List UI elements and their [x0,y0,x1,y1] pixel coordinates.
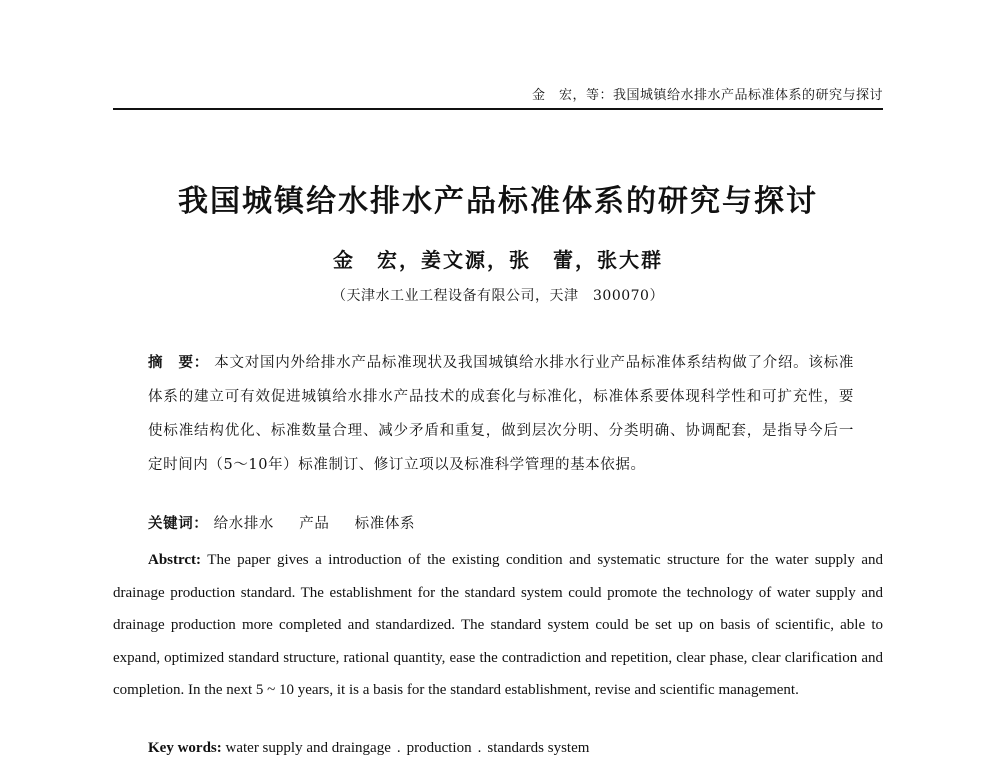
keyword-cn-term: 产品 [299,516,330,532]
abstract-en-text: The paper gives a introduction of the existing condition and systematic structure for the water supply and drainage production standard. The establishment for the standard system could promote the technology of water supply and drainage production more completed and standardized. The standard system could be set up on basis of scientific, able to expand, optimized standard structure, rational quantity, ease the contradiction and repetition, clear phase, clear clarification and completion. In the next 5 ~ 10 years, it is a basis for the standard establishment, revise and scientific management. [113,552,883,698]
running-head: 金 宏，等：我国城镇给水排水产品标准体系的研究与探讨 [531,88,883,103]
keywords-cn-label: 关键词： [148,516,209,532]
abstract-cn-label: 摘 要： [148,355,209,371]
abstract-cn-text: 本文对国内外给排水产品标准现状及我国城镇给水排水行业产品标准体系结构做了介绍。该标准体系的建立可有效促进城镇给水排水产品技术的成套化与标准化，标准体系要体现科学性和可扩充性，要使标准结构优化、标准数量合理、减少矛盾和重复，做到层次分明、分类明确、协调配套，是指导今后一定时间内（5～10年）标准制订、修订立项以及标准科学管理的基本依据。 [148,355,854,473]
paper-title: 我国城镇给水排水产品标准体系的研究与探讨 [178,184,818,219]
keyword-separator: . [396,740,401,756]
keyword-en-term: production [406,740,472,756]
affiliation: （天津水工业工程设备有限公司，天津 300070） [332,288,664,304]
header-rule [113,108,883,110]
keywords-chinese [148,512,854,533]
abstract-en-colon: : [196,552,202,568]
abstract-en-label: Abstrct [148,552,197,568]
keywords-en-colon: : [216,740,222,756]
keywords-english [148,740,888,757]
abstract-english [113,544,883,707]
keywords-en-label: Key words [148,740,217,756]
keyword-en-term: water supply and draingage [225,740,391,756]
keyword-en-term: standards system [487,740,590,756]
authors: 金 宏，姜文源，张 蕾，张大群 [333,248,663,272]
keyword-separator: . [477,740,482,756]
abstract-chinese [148,346,854,482]
keyword-cn-term: 标准体系 [354,516,416,532]
keyword-cn-term: 给水排水 [213,516,275,532]
